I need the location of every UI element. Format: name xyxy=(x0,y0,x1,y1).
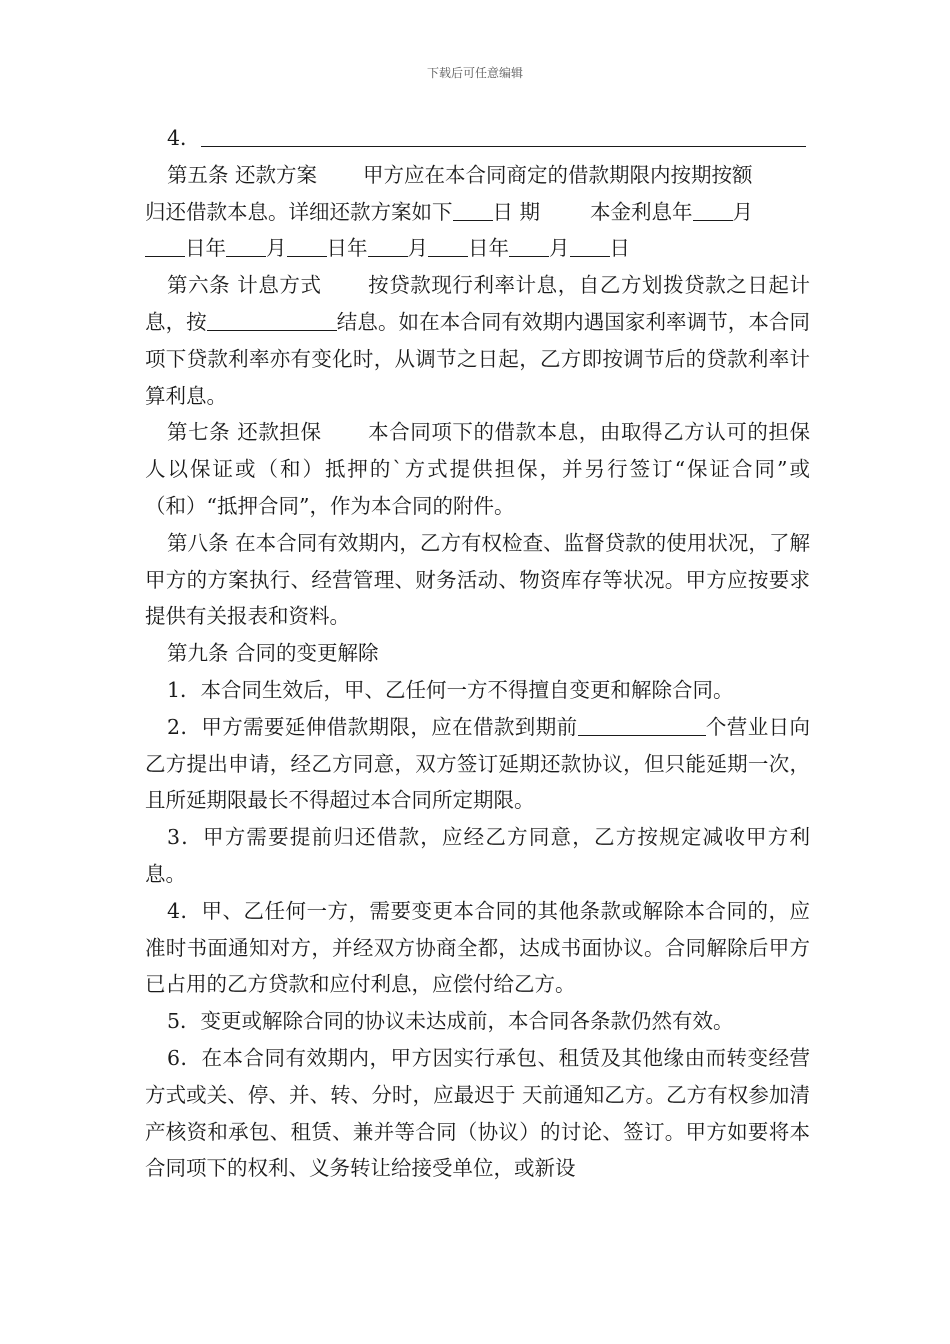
item-4-blank-line xyxy=(145,120,810,157)
article-9-item-1: 1．本合同生效后，甲、乙任何一方不得擅自变更和解除合同。 xyxy=(167,677,734,702)
article-title: 第五条 还款方案 xyxy=(167,162,318,187)
fill-in-blank[interactable] xyxy=(226,236,266,257)
article-8: 第八条 在本合同有效期内，乙方有权检查、监督贷款的使用状况，了解甲方的方案执行、经营管理、财务活动、物资库存等状况。甲方应按要求提供有关报表和资料。 xyxy=(145,530,810,629)
fill-in-blank[interactable] xyxy=(428,236,468,257)
fill-in-blank[interactable] xyxy=(368,236,408,257)
article-text: 甲方应在本合同商定的借款期限内按期按额 xyxy=(363,162,753,187)
article-5-line-2: 归还借款本息。详细还款方案如下 日 期 本金利息年 月 xyxy=(145,199,754,224)
fill-in-blank[interactable] xyxy=(693,200,733,221)
fill-in-blank[interactable] xyxy=(207,310,337,331)
article-9-item-6: 6．在本合同有效期内，甲方因实行承包、租赁及其他缘由而转变经营方式或关、停、并、转、分时，应最迟于 天前通知乙方。乙方有权参加清产核资和承包、租赁、兼并等合同（协议）的讨论、签订。甲方如要将本合同项下的权利、义务转让给接受单位，或新设 xyxy=(145,1045,810,1181)
fill-in-blank[interactable] xyxy=(287,236,327,257)
fill-in-blank[interactable] xyxy=(145,236,185,257)
article-9-item-2: 2．甲方需要延伸借款期限，应在借款到期前 个营业日向乙方提出申请，经乙方同意，双方签订延期还款协议，但只能延期一次，且所延期限最长不得超过本合同所定期限。 xyxy=(145,714,811,813)
article-9-item-4: 4．甲、乙任何一方，需要变更本合同的其他条款或解除本合同的，应准时书面通知对方，并经双方协商全都，达成书面协议。合同解除后甲方已占用的乙方贷款和应付利息，应偿付给乙方。 xyxy=(145,898,810,997)
article-5 xyxy=(145,157,810,194)
fill-in-blank[interactable] xyxy=(453,200,493,221)
article-9-item-5: 5．变更或解除合同的协议未达成前，本合同各条款仍然有效。 xyxy=(167,1009,734,1034)
fill-in-blank[interactable] xyxy=(509,236,549,257)
article-9-item-3: 3．甲方需要提前归还借款，应经乙方同意，乙方按规定减收甲方利息。 xyxy=(145,825,810,886)
article-9-title: 第九条 合同的变更解除 xyxy=(167,641,379,666)
article-7: 第七条 还款担保 本合同项下的借款本息，由取得乙方认可的担保人以保证或（和）抵押的`方式提供担保，并另行签订“保证合同”或（和）“抵押合同”，作为本合同的附件。 xyxy=(145,420,810,518)
fill-in-blank[interactable] xyxy=(201,124,806,147)
download-editable-note: 下载后可任意编辑 xyxy=(426,66,523,80)
article-title: 第六条 计息方式 xyxy=(167,273,322,298)
article-6: 第六条 计息方式 按贷款现行利率计息，自乙方划拨贷款之日起计息，按 结息。如在本合同有效期内遇国家利率调节，本合同项下贷款利率亦有变化时，从调节之日起，乙方即按调节后的贷款利率计算利息。 xyxy=(145,273,811,408)
fill-in-blank[interactable] xyxy=(578,715,706,736)
article-5-line-3: 日年 月 日年 月 日年 月 日 xyxy=(145,230,810,267)
article-title: 第七条 还款担保 xyxy=(167,420,322,445)
item-number: 4． xyxy=(167,126,201,150)
fill-in-blank[interactable] xyxy=(570,236,610,257)
contract-body xyxy=(145,120,810,1187)
